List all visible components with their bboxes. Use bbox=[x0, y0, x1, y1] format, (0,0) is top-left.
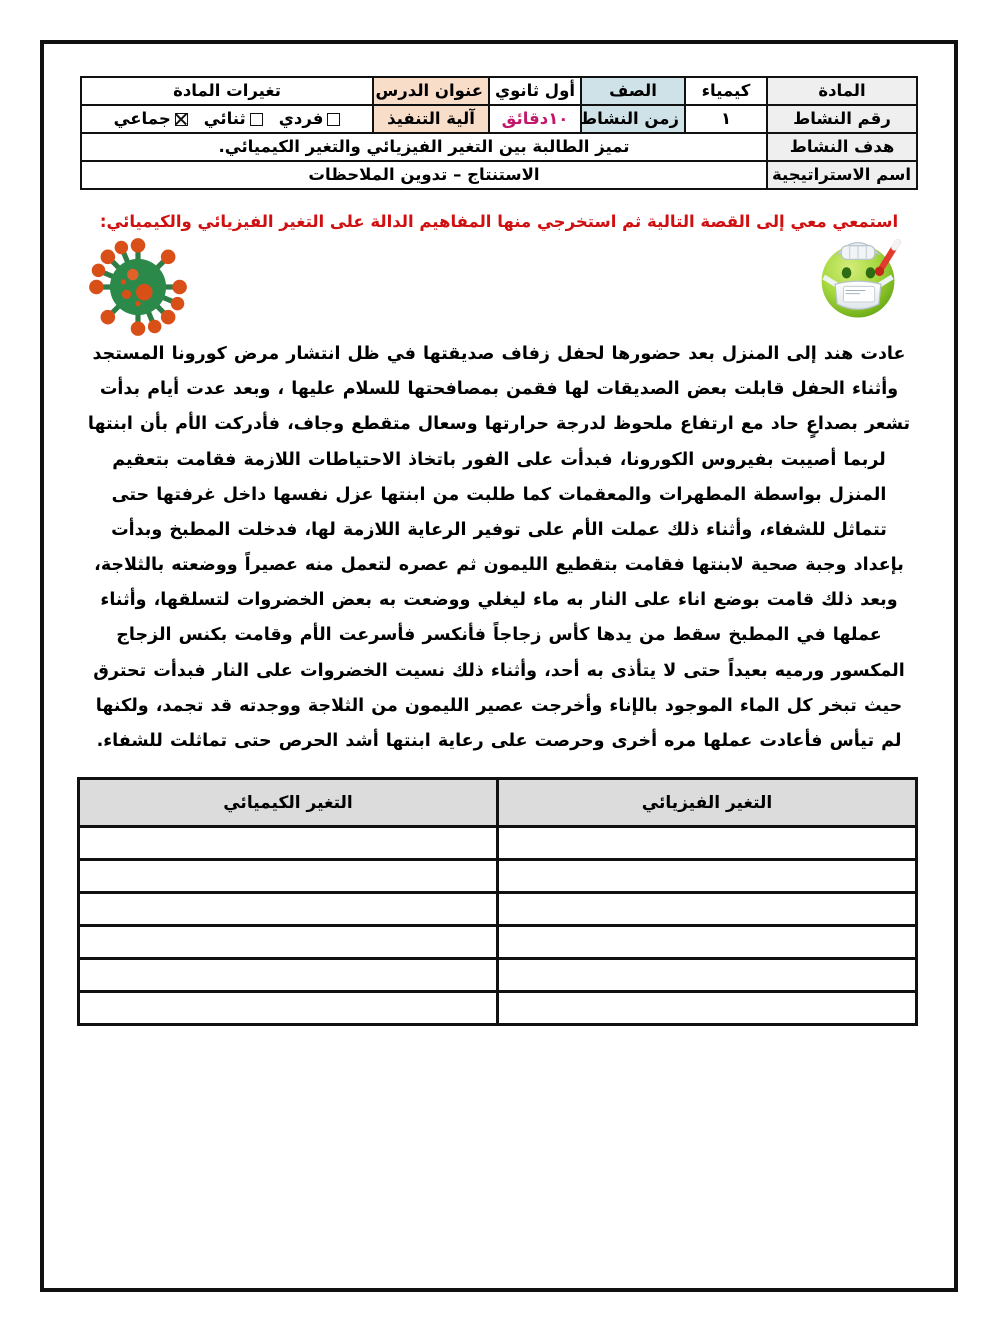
label-activity-number: رقم النشاط bbox=[767, 105, 917, 133]
answer-table-body bbox=[79, 827, 917, 1025]
checkbox-box-checked-icon[interactable] bbox=[175, 113, 188, 126]
instruction-text: استمعي معي إلى القصة التالية ثم استخرجي منها المفاهيم الدالة على التغير الفيزيائي والكيميائي: bbox=[99, 212, 899, 231]
answer-cell-chemical[interactable] bbox=[79, 827, 498, 860]
answer-table-row bbox=[79, 992, 917, 1025]
answer-table-header-row bbox=[79, 779, 917, 827]
answer-table-row bbox=[79, 860, 917, 893]
label-strategy-name: اسم الاستراتيجية bbox=[767, 161, 917, 189]
label-execution-method: آلية التنفيذ bbox=[373, 105, 489, 133]
answer-table-row bbox=[79, 827, 917, 860]
execution-method-options bbox=[81, 105, 373, 133]
answer-cell-chemical[interactable] bbox=[79, 959, 498, 992]
answer-cell-physical[interactable] bbox=[498, 827, 917, 860]
checkbox-label-pair: ثنائي bbox=[203, 108, 246, 128]
illustration-row bbox=[80, 233, 918, 337]
label-activity-time: زمن النشاط bbox=[581, 105, 685, 133]
value-grade: أول ثانوي bbox=[489, 77, 581, 105]
info-row-strategy bbox=[81, 161, 917, 189]
answer-cell-physical[interactable] bbox=[498, 959, 917, 992]
answer-table-row bbox=[79, 959, 917, 992]
value-activity-time bbox=[489, 105, 581, 133]
answer-cell-physical[interactable] bbox=[498, 926, 917, 959]
sick-face-mask-icon bbox=[806, 225, 910, 329]
checkbox-box-icon[interactable] bbox=[250, 113, 263, 126]
column-header-physical-change: التغير الفيزيائي bbox=[498, 779, 917, 827]
answer-cell-physical[interactable] bbox=[498, 893, 917, 926]
answer-cell-chemical[interactable] bbox=[79, 926, 498, 959]
info-row-goal bbox=[81, 133, 917, 161]
checkbox-label-individual: فردي bbox=[278, 108, 324, 128]
story-paragraph: عادت هند إلى المنزل بعد حضورها لحفل زفاف صديقتها في ظل انتشار مرض كورونا المستجد وأثناء الحفل قابلت بعض الصديقات لها فقمن بمصافحتها للسلام عليها ، وبعد عدت أيام بدأت تشعر بصداعٍ حاد مع ارتفاع ملحوظ لدرجة حرارتها وسعال متقطع وجاف، فأدركت الأم بأن ابنتها لربما أصيبت بفيروس الكورونا، فبدأت على الفور باتخاذ الاحتياطات اللازمة فقامت بتعقيم المنزل بواسطة المطهرات والمعقمات كما طلبت من ابنتها عزل نفسها داخل غرفتها حتى تتماثل للشفاء، وأثناء ذلك عملت الأم على توفير الرعاية اللازمة لها، فدخلت المطبخ وبدأت بإعداد وجبة صحية لابنتها فقامت بتقطيع الليمون ثم عصره لتعمل منه عصيراً ووضعته بالثلاجة، وبعد ذلك قامت بوضع اناء على النار به ماء ليغلي ووضعت به بعض الخضروات لتسلقها، وأثناء عملها في المطبخ سقط من يدها كأس زجاجاً فأنكسر فأسرعت الأم وقامت بكنس الزجاج المكسور ورميه بعيداً حتى لا يتأذى به أحد، وأثناء ذلك نسيت الخضروات على النار فبدأت تحترق حيث تبخر كل الماء الموجود بالإناء وأخرجت عصير الليمون من الثلاجة ووجدته قد تجمد، ولكنها لم تيأس فأعادت عملها مره أخرى وحرصت على رعاية ابنتها أشد الحرص حتى تماثلت للشفاء. bbox=[87, 344, 911, 751]
checkbox-box-icon[interactable] bbox=[327, 113, 340, 126]
info-row-activity bbox=[81, 105, 917, 133]
value-lesson-title: تغيرات المادة bbox=[81, 77, 373, 105]
label-subject: المادة bbox=[767, 77, 917, 105]
value-strategy-name: الاستنتاج – تدوين الملاحظات bbox=[81, 161, 767, 189]
value-activity-goal: تميز الطالبة بين التغير الفيزيائي والتغير الكيميائي. bbox=[81, 133, 767, 161]
value-subject: كيمياء bbox=[685, 77, 767, 105]
label-grade: الصف bbox=[581, 77, 685, 105]
answer-cell-chemical[interactable] bbox=[79, 860, 498, 893]
page-content bbox=[80, 76, 918, 1026]
checkbox-option-pair[interactable] bbox=[204, 110, 263, 129]
activity-time-text: ١٠دقائق bbox=[501, 108, 569, 128]
coronavirus-icon bbox=[86, 235, 190, 339]
answer-cell-physical[interactable] bbox=[498, 992, 917, 1025]
info-row-subject bbox=[81, 77, 917, 105]
label-lesson-title: عنوان الدرس bbox=[373, 77, 489, 105]
answer-table-row bbox=[79, 926, 917, 959]
column-header-chemical-change: التغير الكيميائي bbox=[79, 779, 498, 827]
value-activity-number: ١ bbox=[685, 105, 767, 133]
checkbox-label-group: جماعي bbox=[113, 108, 171, 128]
page-border-frame bbox=[40, 40, 958, 1292]
change-classification-table bbox=[77, 777, 918, 1026]
checkbox-option-group[interactable] bbox=[114, 110, 188, 129]
checkbox-option-individual[interactable] bbox=[279, 110, 341, 129]
answer-table-row bbox=[79, 893, 917, 926]
answer-cell-chemical[interactable] bbox=[79, 893, 498, 926]
answer-cell-physical[interactable] bbox=[498, 860, 917, 893]
label-activity-goal: هدف النشاط bbox=[767, 133, 917, 161]
answer-cell-chemical[interactable] bbox=[79, 992, 498, 1025]
activity-info-table bbox=[80, 76, 918, 190]
execution-method-checkbox-group bbox=[87, 110, 367, 129]
